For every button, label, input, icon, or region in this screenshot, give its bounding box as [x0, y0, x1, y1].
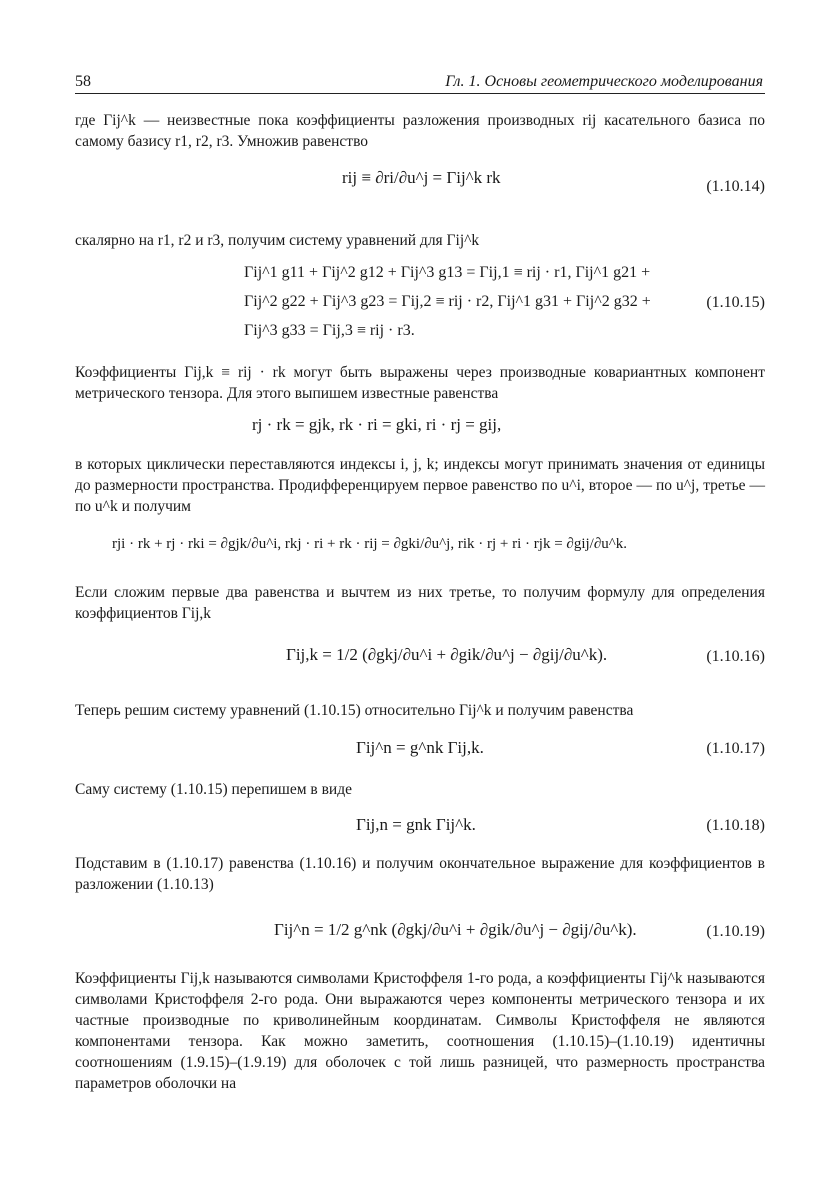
paragraph-text: Коэффициенты Γij,k ≡ rij · rk могут быть выражены через производные ковариантных компонент метрического тензора. Для этого выпишем известные равенства — [75, 364, 765, 402]
page-number: 58 — [75, 73, 91, 90]
equation-1-10-16 — [286, 645, 607, 665]
equation-1-10-17 — [356, 738, 484, 758]
equation-number: (1.10.15) — [706, 294, 765, 311]
paragraph-6 — [75, 700, 765, 721]
equation-body: rj · rk = gjk, rk · ri = gki, ri · rj = gij, — [252, 415, 502, 434]
equation-body: Γij^n = 1/2 g^nk (∂gkj/∂u^i + ∂gik/∂u^j − ∂gij/∂u^k). — [274, 920, 637, 939]
paragraph-text: в которых циклически переставляются индексы i, j, k; индексы могут принимать значения от единицы до размерности пространства. Продифференцируем первое равенство по u^i, второе — по u^j, третье — по u^k и получим — [75, 456, 765, 515]
paragraph-text: где Γij^k — неизвестные пока коэффициенты разложения производных rij касательного базиса по самому базису r1, r2, r3. Умножив равенство — [75, 112, 765, 150]
paragraph-1 — [75, 110, 765, 152]
equation-number: (1.10.17) — [706, 740, 765, 757]
paragraph-text: Если сложим первые два равенства и вычтем из них третье, то получим формулу для определения коэффициентов Γij,k — [75, 584, 765, 622]
equation-number: (1.10.18) — [706, 817, 765, 834]
equation-system: Γij^1 g11 + Γij^2 g12 + Γij^3 g13 = Γij,1 ≡ rij · r1, Γij^1 g21 + Γij^2 g22 + Γij^3 g23 = Γij,2 ≡ rij · r2, Γij^1 g31 + Γij^2 g32 + Γij^3 g33 = Γij,3 ≡ rij · r3. — [244, 264, 651, 339]
equation-body: rij ≡ ∂ri/∂u^j = Γij^k rk — [342, 168, 501, 187]
equation-1-10-14 — [342, 168, 501, 188]
equation-1-10-15 — [244, 258, 664, 345]
equation-body: rji · rk + rj · rki = ∂gjk/∂u^i, rkj · ri + rk · rij = ∂gki/∂u^j, rik · rj + ri · rjk = ∂gij/∂u^k. — [112, 536, 628, 552]
equation-body: Γij,n = gnk Γij^k. — [356, 815, 476, 834]
paragraph-text: Подставим в (1.10.17) равенства (1.10.16) и получим окончательное выражение для коэффициентов в разложении (1.10.13) — [75, 855, 765, 893]
paragraph-text: Теперь решим систему уравнений (1.10.15) относительно Γij^k и получим равенства — [75, 702, 634, 719]
paragraph-7 — [75, 779, 765, 800]
equation-unnumbered-1 — [252, 415, 501, 435]
paragraph-2 — [75, 230, 765, 251]
equation-number: (1.10.19) — [706, 923, 765, 940]
running-header — [75, 73, 765, 94]
paragraph-8 — [75, 853, 765, 895]
chapter-title: Гл. 1. Основы геометрического моделирования — [445, 73, 763, 90]
paragraph-3 — [75, 362, 765, 404]
equation-body: Γij,k = 1/2 (∂gkj/∂u^i + ∂gik/∂u^j − ∂gij/∂u^k). — [286, 645, 608, 664]
equation-1-10-19 — [274, 920, 637, 940]
paragraph-text: Саму систему (1.10.15) перепишем в виде — [75, 781, 352, 798]
paragraph-text: скалярно на r1, r2 и r3, получим систему уравнений для Γij^k — [75, 232, 480, 249]
paragraph-text: Коэффициенты Γij,k называются символами Кристоффеля 1-го рода, а коэффициенты Γij^k называются символами Кристоффеля 2-го рода. Они выражаются через компоненты метрического тензора и их частные производные по криволинейным координатам. Символы Кристоффеля не являются компонентами тензора. Как можно заметить, соотношения (1.10.15)–(1.10.19) идентичны соотношениям (1.9.15)–(1.9.19) для оболочек с той лишь разницей, что размерность пространства параметров оболочки на — [75, 970, 765, 1092]
equation-1-10-18 — [356, 815, 476, 835]
paragraph-4 — [75, 454, 765, 517]
paragraph-9 — [75, 968, 765, 1094]
equation-number: (1.10.14) — [706, 178, 765, 195]
equation-number: (1.10.16) — [706, 648, 765, 665]
equation-unnumbered-2 — [112, 536, 627, 553]
equation-body: Γij^n = g^nk Γij,k. — [356, 738, 484, 757]
paragraph-5 — [75, 582, 765, 624]
